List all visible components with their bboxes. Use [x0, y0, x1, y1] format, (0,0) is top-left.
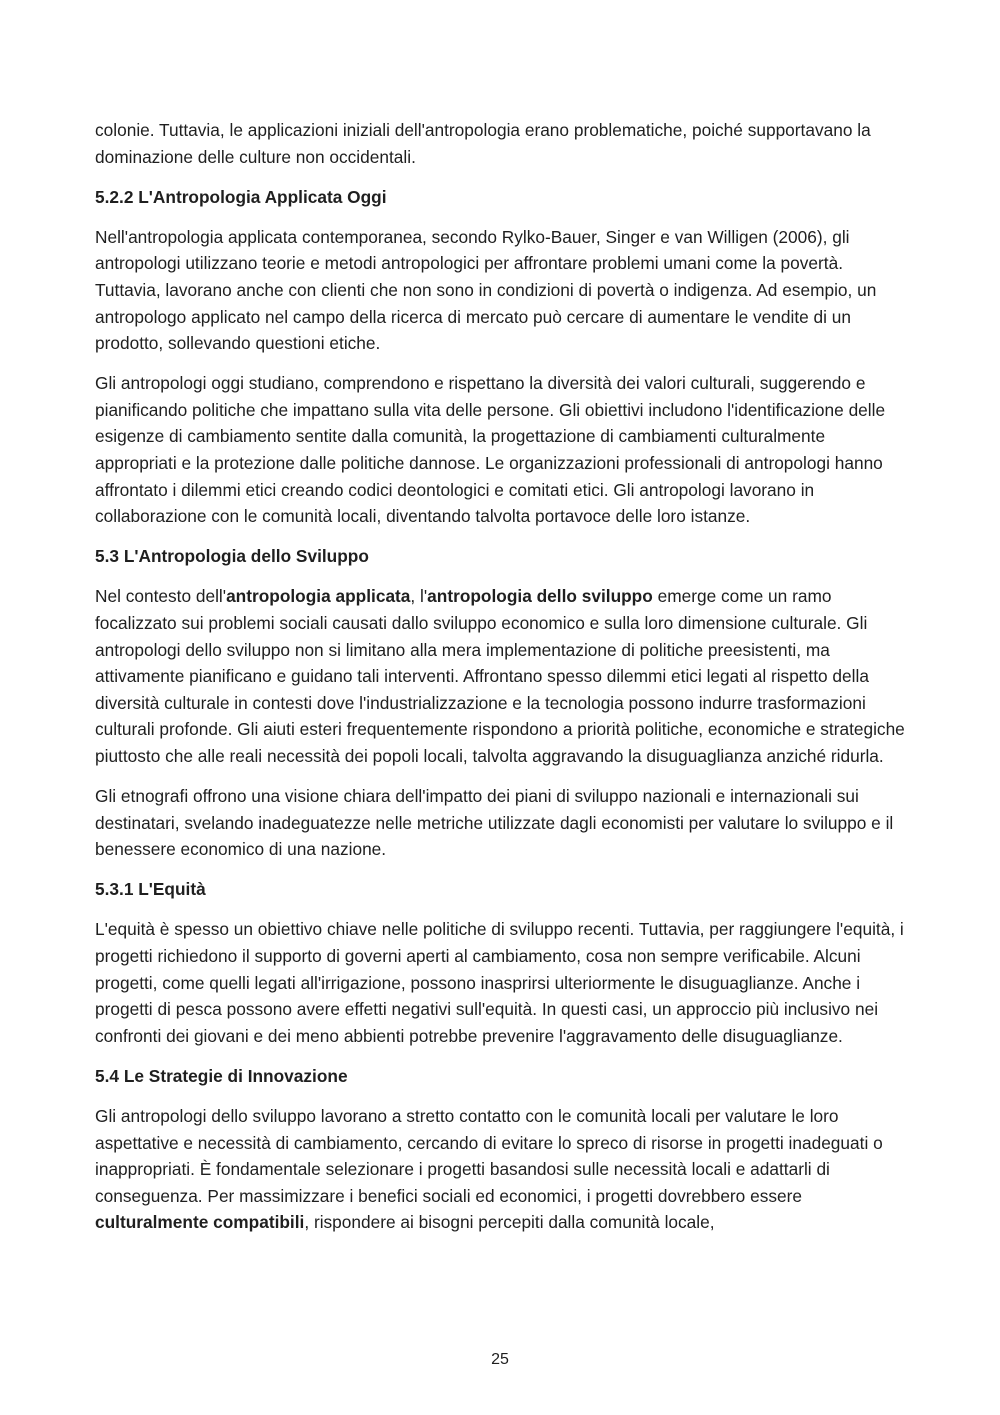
section-heading: 5.3 L'Antropologia dello Sviluppo [95, 546, 369, 567]
paragraph: L'equità è spesso un obiettivo chiave nelle politiche di sviluppo recenti. Tuttavia, per raggiungere l'equità, i progetti richiedono il supporto di governi aperti al cambiamento, cosa non sempre verificabile. Alcuni progetti, come quelli legati all'irrigazione, possono inasprirsi ulteriormente le disuguaglianze. Anche i progetti di pesca possono avere effetti negativi sull'equità. In questi casi, un approccio più inclusivo nei confronti dei giovani e dei meno abbienti potrebbe prevenire l'aggravamento delle disuguaglianze. [95, 919, 904, 1046]
paragraph: Gli antropologi oggi studiano, comprendono e rispettano la diversità dei valori culturali, suggerendo e pianificando politiche che impattano sulla vita delle persone. Gli obiettivi includono l'identificazione delle esigenze di cambiamento sentite dalla comunità, la progettazione di cambiamenti culturalmente appropriati e la protezione dalle politiche dannose. Le organizzazioni professionali di antropologi hanno affrontato i dilemmi etici creando codici deontologici e comitati etici. Gli antropologi lavorano in collaborazione con le comunità locali, diventando talvolta portavoce delle loro istanze. [95, 373, 886, 527]
text-run: emerge come un ramo focalizzato sui problemi sociali causati dallo sviluppo economico e sulla loro dimensione culturale. Gli antropologi dello sviluppo non si limitano alla mera implementazione di politiche preesistenti, ma attivamente pianificano e guidano tali interventi. Affrontano spesso dilemmi etici legati al rispetto della diversità culturale in contesti dove l'industrializzazione e la tecnologia possono indurre trasformazioni culturali profonde. Gli aiuti esteri frequentemente rispondono a priorità politiche, economiche e strategiche piuttosto che alle reali necessità dei popoli locali, talvolta aggravando la disuguaglianza anziché ridurla. [95, 586, 905, 766]
text-run: , l' [410, 586, 428, 607]
text-run: Gli antropologi dello sviluppo lavorano a stretto contatto con le comunità locali per valutare le loro aspettative e necessità di cambiamento, cercando di evitare lo spreco di risorse in progetti inadeguati o inappropriati. È fondamentale selezionare i progetti basandosi sulle necessità locali e adattarli di conseguenza. Per massimizzare i benefici sociali ed economici, i progetti dovrebbero essere [95, 1106, 883, 1206]
document-page [95, 117, 907, 1249]
paragraph [95, 583, 907, 769]
bold-term: antropologia dello sviluppo [427, 586, 653, 607]
bold-term: culturalmente compatibili [95, 1212, 305, 1233]
section-heading: 5.2.2 L'Antropologia Applicata Oggi [95, 186, 387, 207]
paragraph: Nell'antropologia applicata contemporanea, secondo Rylko-Bauer, Singer e van Willigen (2006), gli antropologi utilizzano teorie e metodi antropologici per affrontare problemi umani come la povertà. Tuttavia, lavorano anche con clienti che non sono in condizioni di povertà o indigenza. Ad esempio, un antropologo applicato nel campo della ricerca di mercato può cercare di aumentare le vendite di un prodotto, sollevando questioni etiche. [95, 226, 877, 354]
text-run: , rispondere ai bisogni percepiti dalla comunità locale, [304, 1212, 715, 1233]
bold-term: antropologia applicata [226, 586, 411, 607]
paragraph: colonie. Tuttavia, le applicazioni iniziali dell'antropologia erano problematiche, poiché supportavano la dominazione delle culture non occidentali. [95, 120, 871, 167]
paragraph: Gli etnografi offrono una visione chiara dell'impatto dei piani di sviluppo nazionali e internazionali sui destinatari, svelando inadeguatezze nelle metriche utilizzate dagli economisti per valutare lo sviluppo e il benessere economico di una nazione. [95, 786, 894, 860]
text-run: Nel contesto dell' [95, 586, 227, 607]
section-heading: 5.4 Le Strategie di Innovazione [95, 1065, 348, 1086]
paragraph [95, 1103, 907, 1236]
page-number: 25 [491, 1351, 509, 1368]
section-heading: 5.3.1 L'Equità [95, 879, 206, 900]
